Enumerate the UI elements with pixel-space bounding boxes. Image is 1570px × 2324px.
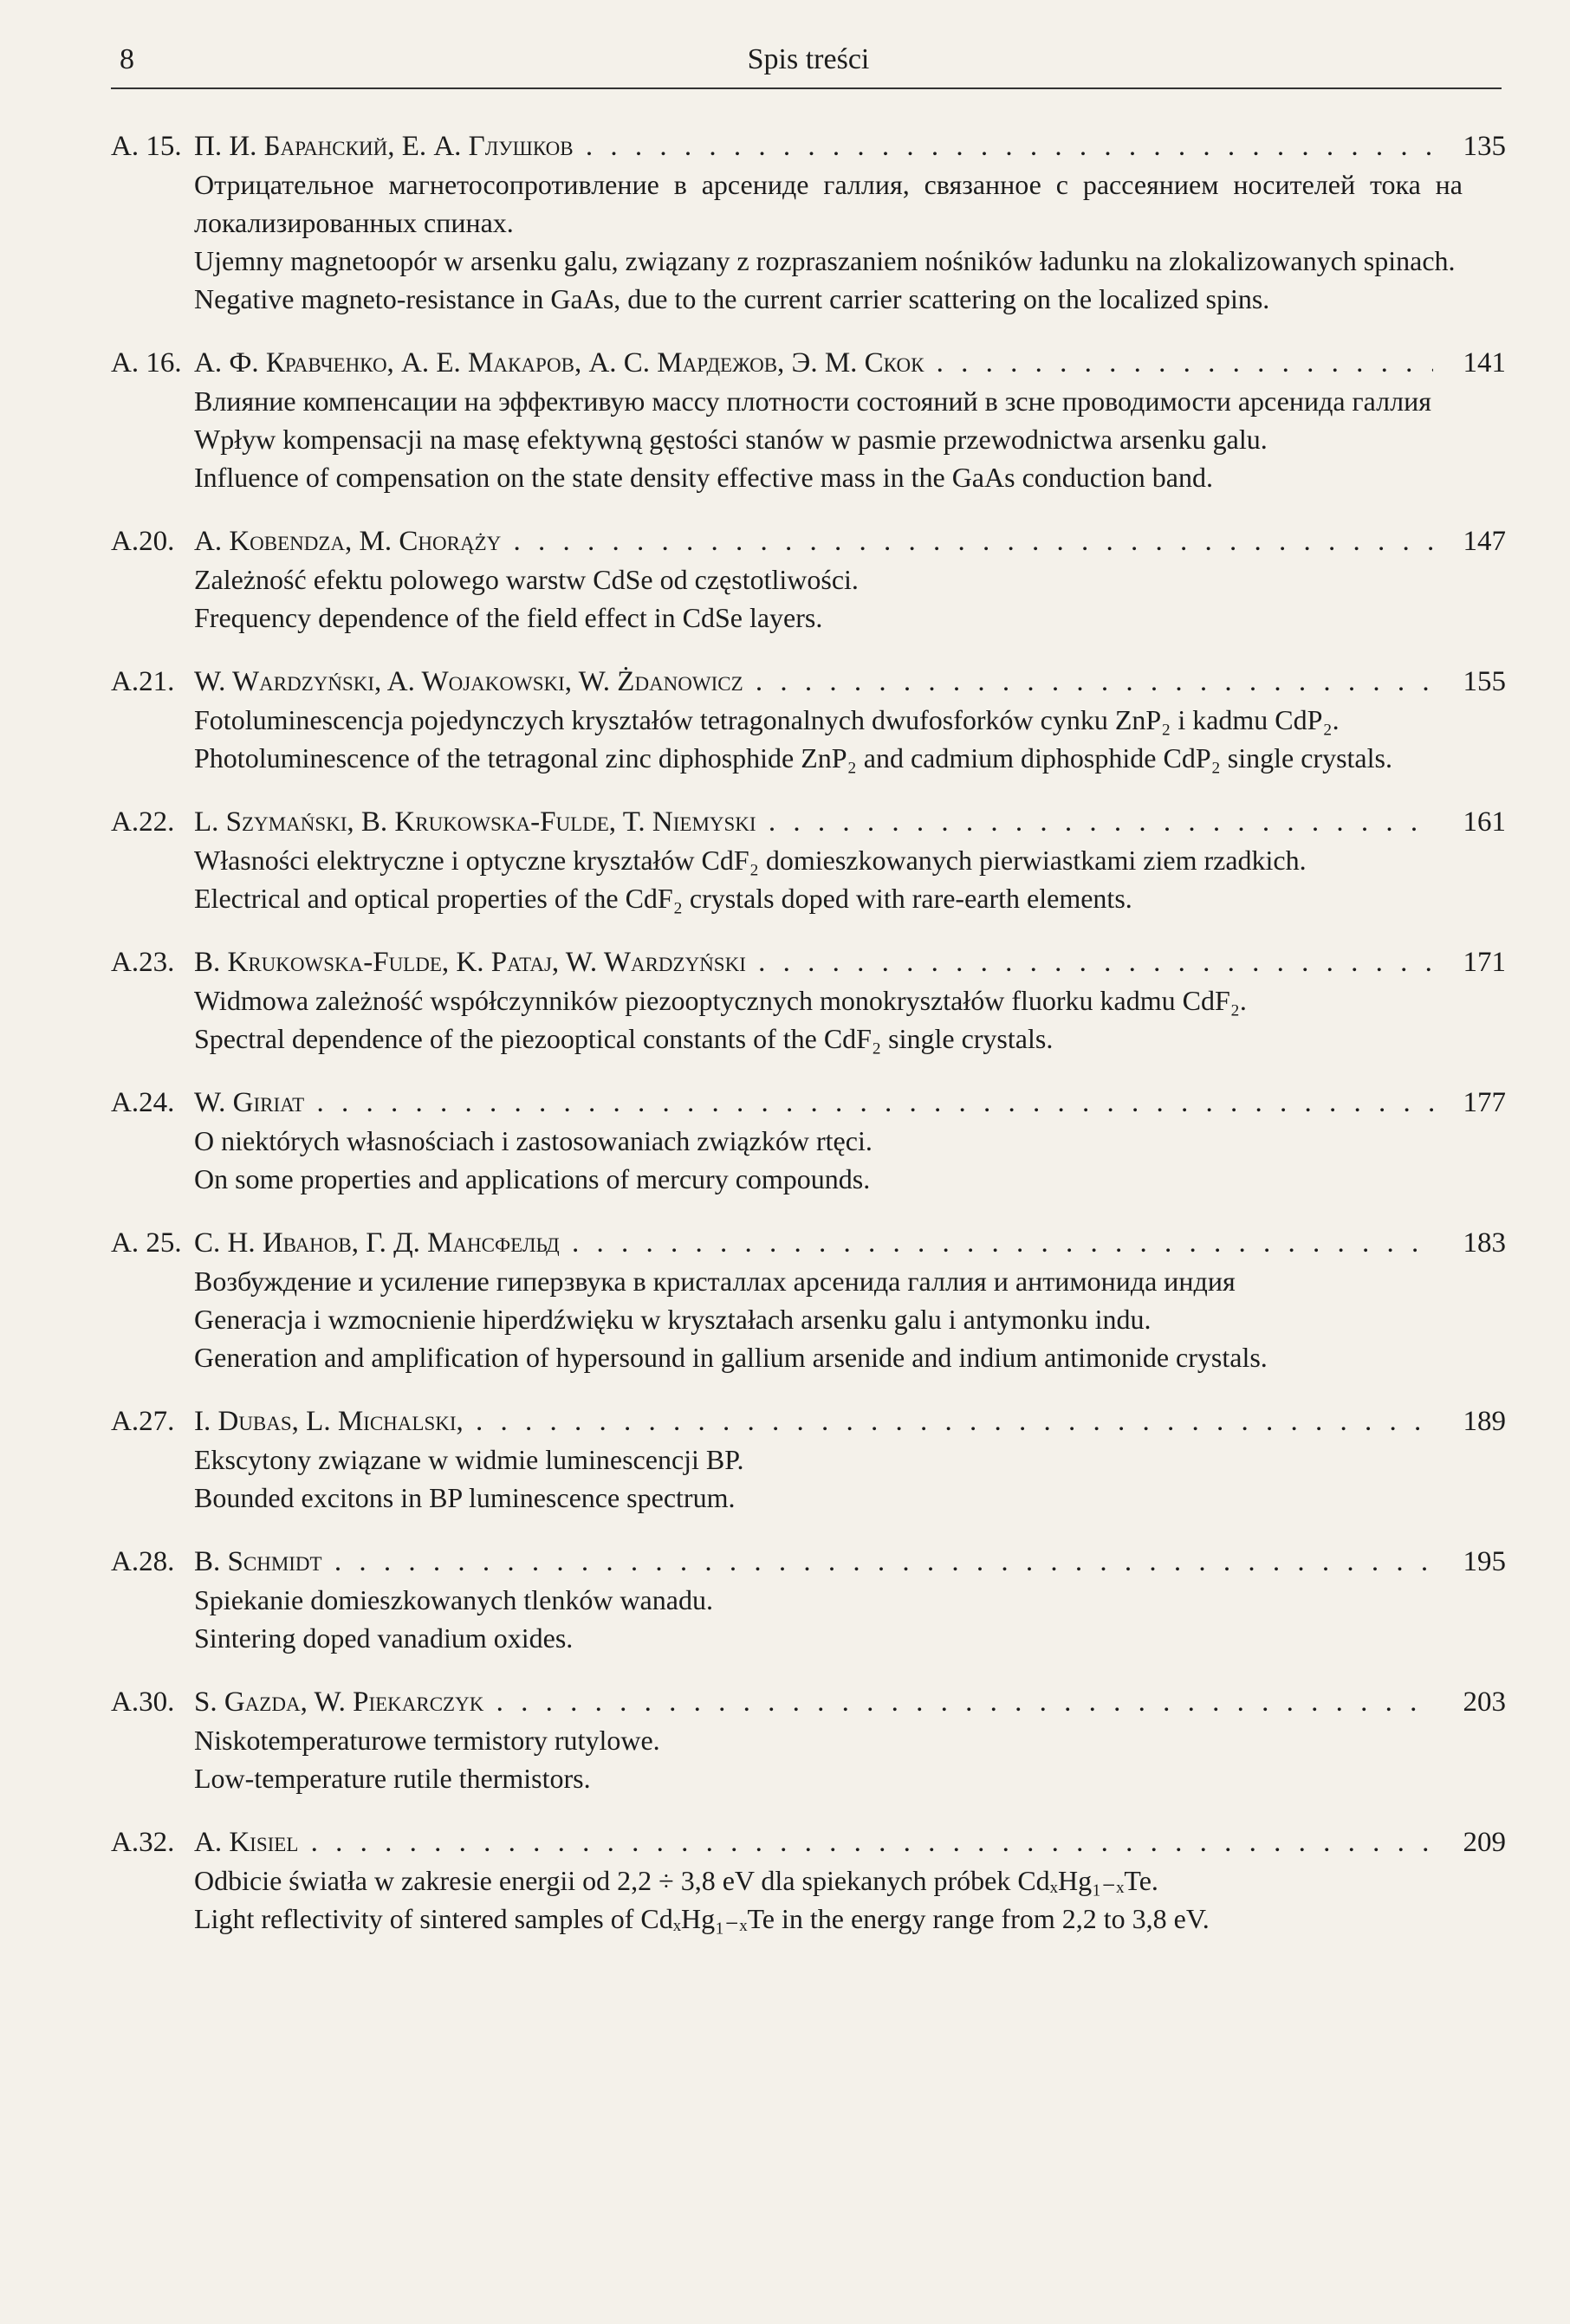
entry-title-line: Light reflectivity of sintered samples of CdₓHg₁₋ₓTe in the energy range from 2,2 to 3,8 eV.	[194, 1903, 1210, 1934]
toc-entry-heading	[111, 943, 1506, 981]
entry-number: A.28.	[111, 1546, 175, 1577]
toc-entry-heading	[111, 127, 1506, 165]
entry-page-number: 155	[1463, 666, 1506, 697]
entry-page-number: 141	[1463, 347, 1506, 379]
toc-entry	[111, 1683, 1506, 1797]
toc-entry	[111, 1224, 1506, 1376]
entry-number: A. 15.	[111, 131, 182, 162]
entry-number: A.22.	[111, 806, 175, 838]
page-number: 8	[120, 43, 134, 75]
running-title: Spis treści	[747, 43, 870, 75]
entry-title-line: Niskotemperaturowe termistory rutylowe.	[194, 1725, 660, 1756]
authors-text: W. Giriat	[194, 1087, 305, 1118]
toc-entry	[111, 344, 1506, 496]
entry-title-line: Отрицательное магнетосопротивление в арсениде галлия, связанное с рассеянием носителей тока на локализированных спинах.	[194, 169, 1463, 238]
entry-title-line: Spiekanie domieszkowanych tlenków wanadu.	[194, 1584, 713, 1615]
entry-page-number: 177	[1463, 1087, 1506, 1118]
header-rule	[111, 87, 1502, 89]
entry-authors	[194, 943, 1433, 981]
authors-text: A. Kisiel	[194, 1827, 299, 1858]
entry-number: A. 25.	[111, 1227, 182, 1259]
entry-title-line: Electrical and optical properties of the CdF₂ crystals doped with rare-earth elements.	[194, 883, 1132, 914]
entry-page-number: 183	[1463, 1227, 1506, 1259]
entry-title-line: Photoluminescence of the tetragonal zinc diphosphide ZnP₂ and cadmium diphosphide CdP₂ single crystals.	[194, 742, 1392, 774]
entry-authors	[194, 1402, 1433, 1440]
authors-text: B. Krukowska-Fulde, K. Pataj, W. Wardzyński	[194, 947, 746, 978]
toc-entry	[111, 663, 1506, 777]
toc-entry	[111, 1084, 1506, 1198]
entry-authors	[194, 1683, 1433, 1721]
entry-authors	[194, 1823, 1433, 1861]
entry-authors	[194, 127, 1433, 165]
entry-title-line: Generacja i wzmocnienie hiperdźwięku w kryształach arsenku galu i antymonku indu.	[194, 1304, 1152, 1335]
entry-title-line: Frequency dependence of the field effect in CdSe layers.	[194, 602, 823, 633]
toc-entry-heading	[111, 1224, 1506, 1262]
entry-title-line: Sintering doped vanadium oxides.	[194, 1622, 574, 1654]
entry-title-line: Ujemny magnetoopór w arsenku galu, związany z rozpraszaniem nośników ładunku na zlokalizowanych spinach.	[194, 245, 1456, 276]
entry-title-line: Własności elektryczne i optyczne kryształów CdF₂ domieszkowanych pierwiastkami ziem rzadkich.	[194, 845, 1307, 876]
page-header	[120, 43, 1497, 83]
entry-number: A. 16.	[111, 347, 182, 379]
toc-entry	[111, 522, 1506, 637]
entry-title-line: O niektórych własnościach i zastosowaniach związków rtęci.	[194, 1125, 873, 1156]
entry-title-line: Widmowa zależność współczynników piezooptycznych monokryształów fluorku kadmu CdF₂.	[194, 985, 1247, 1016]
entry-authors	[194, 522, 1433, 560]
toc-entry-heading	[111, 1543, 1506, 1581]
entry-title-line: Fotoluminescencja pojedynczych kryształów tetragonalnych dwufosforków cynku ZnP₂ i kadmu CdP₂.	[194, 704, 1340, 735]
authors-text: А. Ф. Кравченко, А. Е. Макаров, А. С. Мардежов, Э. М. Скок	[194, 347, 924, 379]
authors-text: П. И. Баранский, Е. А. Глушков	[194, 131, 574, 162]
entry-number: A.30.	[111, 1686, 175, 1718]
entry-number: A.27.	[111, 1406, 175, 1437]
entry-number: A.21.	[111, 666, 175, 697]
entry-page-number: 135	[1463, 131, 1506, 162]
entry-title-line: Low-temperature rutile thermistors.	[194, 1763, 591, 1794]
entry-page-number: 195	[1463, 1546, 1506, 1577]
entry-authors	[194, 803, 1433, 841]
entry-number: A.20.	[111, 526, 175, 557]
entry-page-number: 147	[1463, 526, 1506, 557]
toc-entry-heading	[111, 522, 1506, 560]
entry-authors	[194, 1084, 1433, 1122]
toc-entry	[111, 803, 1506, 917]
entry-title-line: Influence of compensation on the state density effective mass in the GaAs conduction band.	[194, 462, 1213, 493]
entry-authors	[194, 344, 1433, 382]
toc-entry-heading	[111, 803, 1506, 841]
authors-text: С. Н. Иванов, Г. Д. Мансфельд	[194, 1227, 560, 1259]
entry-page-number: 189	[1463, 1406, 1506, 1437]
entry-title-line: Ekscytony związane w widmie luminescencji BP.	[194, 1444, 744, 1475]
authors-text: I. Dubas, L. Michalski,	[194, 1406, 464, 1437]
entry-page-number: 171	[1463, 947, 1506, 978]
table-of-contents	[111, 127, 1506, 1964]
authors-text: B. Schmidt	[194, 1546, 322, 1577]
entry-authors	[194, 1543, 1433, 1581]
entry-title-line: Wpływ kompensacji na masę efektywną gęstości stanów w pasmie przewodnictwa arsenku galu.	[194, 424, 1268, 455]
entry-authors	[194, 1224, 1433, 1262]
toc-entry-heading	[111, 1683, 1506, 1721]
entry-page-number: 209	[1463, 1827, 1506, 1858]
entry-title-line: Bounded excitons in BP luminescence spectrum.	[194, 1482, 736, 1513]
entry-title-line: Возбуждение и усиление гиперзвука в кристаллах арсенида галлия и антимонида индия	[194, 1266, 1236, 1297]
entry-number: A.23.	[111, 947, 175, 978]
authors-text: L. Szymański, B. Krukowska-Fulde, T. Niemyski	[194, 806, 756, 838]
entry-page-number: 161	[1463, 806, 1506, 838]
entry-title-line: Zależność efektu polowego warstw CdSe od częstotliwości.	[194, 564, 859, 595]
toc-entry	[111, 127, 1506, 318]
toc-entry	[111, 1543, 1506, 1657]
toc-entry-heading	[111, 663, 1506, 701]
toc-entry-heading	[111, 1823, 1506, 1861]
entry-title-line: Negative magneto-resistance in GaAs, due to the current carrier scattering on the localized spins.	[194, 283, 1270, 314]
entry-number: A.32.	[111, 1827, 175, 1858]
toc-entry	[111, 1402, 1506, 1517]
entry-number: A.24.	[111, 1087, 175, 1118]
entry-title-line: On some properties and applications of mercury compounds.	[194, 1163, 871, 1194]
toc-entry-heading	[111, 1402, 1506, 1440]
toc-entry-heading	[111, 1084, 1506, 1122]
toc-entry-heading	[111, 344, 1506, 382]
toc-entry	[111, 1823, 1506, 1938]
authors-text: A. Kobendza, M. Chorąży	[194, 526, 502, 557]
entry-title-line: Generation and amplification of hypersound in gallium arsenide and indium antimonide crystals.	[194, 1342, 1268, 1373]
entry-page-number: 203	[1463, 1686, 1506, 1718]
entry-title-line: Odbicie światła w zakresie energii od 2,2 ÷ 3,8 eV dla spiekanych próbek CdₓHg₁₋ₓTe.	[194, 1865, 1158, 1896]
entry-title-line: Влияние компенсации на эффективую массу плотности состояний в зсне проводимости арсенида галлия	[194, 385, 1431, 417]
entry-title-line: Spectral dependence of the piezooptical constants of the CdF₂ single crystals.	[194, 1023, 1054, 1054]
authors-text: W. Wardzyński, A. Wojakowski, W. Żdanowicz	[194, 666, 743, 697]
entry-authors	[194, 663, 1433, 701]
toc-entry	[111, 943, 1506, 1058]
authors-text: S. Gazda, W. Piekarczyk	[194, 1686, 484, 1718]
